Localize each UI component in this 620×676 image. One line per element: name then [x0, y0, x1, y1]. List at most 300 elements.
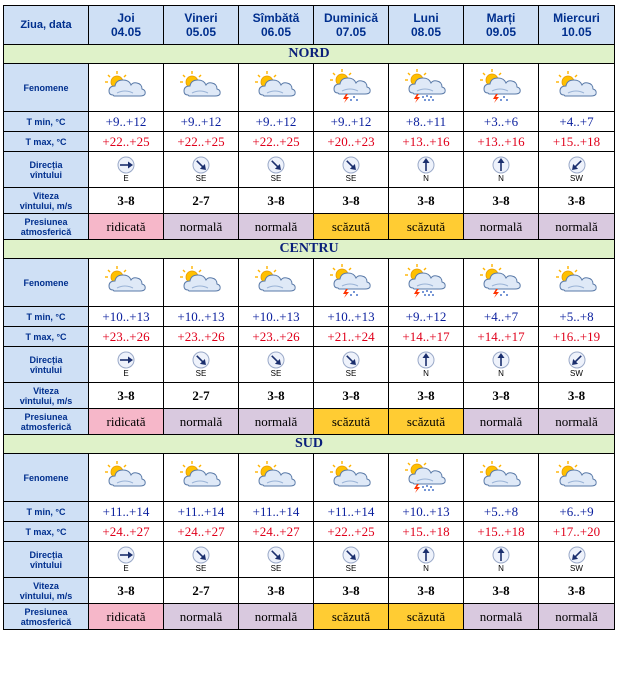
pressure-value: normală	[539, 409, 615, 435]
tmin-row	[4, 307, 615, 327]
tmax-value: +20..+23	[314, 132, 389, 152]
thunderstorm-icon	[328, 67, 374, 103]
day-date: 04.05	[110, 25, 142, 39]
tmax-value: +23..+26	[164, 327, 239, 347]
wind-direction-code: N	[423, 564, 429, 573]
phenomena-cell	[539, 454, 615, 502]
tmin-value: +3..+6	[464, 112, 539, 132]
wind-speed-label-text: Viteza	[33, 580, 59, 591]
partly-cloudy-icon	[253, 459, 299, 491]
day-name: Miercuri	[553, 11, 600, 25]
pressure-value: ridicată	[89, 214, 164, 240]
wind-arrow-icon	[117, 546, 135, 564]
tmin-value: +11..+14	[164, 502, 239, 522]
wind-speed-value: 3-8	[314, 383, 389, 409]
tmin-value: +9..+12	[314, 112, 389, 132]
partly-cloudy-icon	[103, 69, 149, 101]
wind-direction-code: SW	[570, 564, 583, 573]
region-row-sud	[4, 435, 615, 454]
wind-arrow-icon	[267, 546, 285, 564]
tmax-label-text: T max, °C	[25, 331, 67, 342]
pressure-value: normală	[539, 214, 615, 240]
wind-direction-wrap	[389, 351, 463, 378]
wind-direction-cell	[389, 152, 464, 188]
forecast-table-container	[3, 5, 615, 630]
pressure-row	[4, 214, 615, 240]
tmin-value: +11..+14	[239, 502, 314, 522]
partly-cloudy-icon	[178, 69, 224, 101]
day-name: Marți	[486, 11, 516, 25]
wind-speed-value: 3-8	[239, 188, 314, 214]
wind-direction-label	[4, 152, 89, 188]
tmin-label-text: T min, °C	[26, 116, 66, 127]
partly-cloudy-icon	[478, 459, 524, 491]
wind-direction-wrap	[539, 156, 614, 183]
wind-arrow-icon	[492, 351, 510, 369]
pressure-value: normală	[164, 604, 239, 630]
wind-speed-value: 3-8	[239, 383, 314, 409]
wind-speed-value: 3-8	[539, 383, 615, 409]
day-name: Vineri	[184, 11, 218, 25]
day-date: 06.05	[260, 25, 292, 39]
tmax-value: +17..+20	[539, 522, 615, 542]
wind-direction-cell	[389, 542, 464, 578]
wind-speed-value: 3-8	[389, 188, 464, 214]
wind-direction-cell	[239, 152, 314, 188]
day-date: 05.05	[185, 25, 217, 39]
tmax-value: +24..+27	[89, 522, 164, 542]
tmin-row	[4, 112, 615, 132]
phenomena-cell	[239, 64, 314, 112]
corner-label: Ziua, data	[4, 6, 89, 45]
wind-arrow-icon	[117, 351, 135, 369]
phenomena-row	[4, 64, 615, 112]
day-header-2	[239, 6, 314, 45]
wind-direction-cell	[164, 152, 239, 188]
phenomena-cell	[89, 454, 164, 502]
day-date: 10.05	[561, 25, 592, 39]
tmin-value: +9..+12	[89, 112, 164, 132]
pressure-label-text: atmosferică	[20, 616, 72, 627]
tmin-value: +11..+14	[314, 502, 389, 522]
wind-speed-value: 3-8	[389, 383, 464, 409]
tmin-label-text: T min, °C	[26, 311, 66, 322]
pressure-value: normală	[239, 409, 314, 435]
pressure-value: scăzută	[389, 214, 464, 240]
thunderstorm-icon	[328, 262, 374, 298]
phenomena-label	[4, 259, 89, 307]
wind-speed-label-text: vîntului, m/s	[19, 395, 73, 406]
wind-speed-value: 2-7	[164, 188, 239, 214]
wind-direction-wrap	[314, 351, 388, 378]
forecast-table	[3, 5, 615, 630]
wind-arrow-icon	[117, 156, 135, 174]
wind-arrow-icon	[342, 156, 360, 174]
partly-cloudy-icon	[103, 459, 149, 491]
wind-direction-code: SE	[270, 564, 282, 573]
wind-direction-wrap	[389, 546, 463, 573]
phenomena-cell	[314, 454, 389, 502]
wind-arrow-icon	[192, 351, 210, 369]
wind-direction-wrap	[539, 351, 614, 378]
wind-speed-row	[4, 188, 615, 214]
pressure-value: normală	[464, 409, 539, 435]
tmax-label-text: T max, °C	[25, 136, 67, 147]
phenomena-cell	[89, 64, 164, 112]
partly-cloudy-icon	[554, 69, 600, 101]
wind-direction-label-text: Direcția	[29, 159, 63, 170]
tmax-row	[4, 522, 615, 542]
pressure-label-text: Presiunea	[24, 411, 68, 422]
wind-speed-row	[4, 383, 615, 409]
tmax-value: +15..+18	[539, 132, 615, 152]
wind-arrow-icon	[568, 156, 586, 174]
wind-direction-wrap	[539, 546, 614, 573]
tmin-label-text: T min, °C	[26, 506, 66, 517]
phenomena-label-text: Fenomene	[23, 82, 69, 93]
tmax-value: +22..+25	[239, 132, 314, 152]
wind-direction-label-text: vîntului	[30, 559, 62, 570]
wind-direction-code: N	[498, 174, 504, 183]
tmax-value: +13..+16	[389, 132, 464, 152]
phenomena-cell	[539, 259, 615, 307]
wind-direction-wrap	[314, 546, 388, 573]
tmin-value: +9..+12	[164, 112, 239, 132]
rain-icon	[403, 457, 449, 493]
wind-arrow-icon	[342, 546, 360, 564]
tmax-value: +22..+25	[89, 132, 164, 152]
wind-arrow-icon	[192, 546, 210, 564]
pressure-value: scăzută	[314, 604, 389, 630]
phenomena-cell	[239, 454, 314, 502]
tmin-value: +10..+13	[389, 502, 464, 522]
tmin-row	[4, 502, 615, 522]
wind-direction-cell	[539, 152, 615, 188]
pressure-row	[4, 604, 615, 630]
wind-arrow-icon	[192, 156, 210, 174]
wind-direction-wrap	[389, 156, 463, 183]
wind-direction-code: SE	[345, 174, 357, 183]
wind-speed-label	[4, 188, 89, 214]
wind-direction-wrap	[164, 351, 238, 378]
tmin-value: +10..+13	[164, 307, 239, 327]
thunderstorm-icon	[478, 262, 524, 298]
day-name: Luni	[413, 11, 439, 25]
wind-arrow-icon	[417, 156, 435, 174]
wind-direction-code: SE	[345, 369, 357, 378]
phenomena-label-text: Fenomene	[23, 277, 69, 288]
pressure-label-text: atmosferică	[20, 226, 72, 237]
wind-direction-wrap	[89, 546, 163, 573]
wind-speed-value: 3-8	[464, 383, 539, 409]
tmax-value: +13..+16	[464, 132, 539, 152]
tmin-value: +6..+9	[539, 502, 615, 522]
wind-direction-cell	[464, 152, 539, 188]
pressure-value: normală	[239, 214, 314, 240]
pressure-value: scăzută	[389, 409, 464, 435]
tmin-value: +10..+13	[239, 307, 314, 327]
tmax-value: +22..+25	[314, 522, 389, 542]
wind-speed-value: 3-8	[314, 188, 389, 214]
tmax-label-text: T max, °C	[25, 526, 67, 537]
wind-direction-code: SE	[270, 174, 282, 183]
tmin-value: +10..+13	[89, 307, 164, 327]
tmin-value: +5..+8	[539, 307, 615, 327]
wind-speed-label-text: vîntului, m/s	[19, 590, 73, 601]
wind-arrow-icon	[492, 156, 510, 174]
wind-arrow-icon	[342, 351, 360, 369]
wind-direction-cell	[89, 347, 164, 383]
wind-direction-cell	[239, 542, 314, 578]
tmax-label	[4, 327, 89, 347]
wind-direction-cell	[539, 542, 615, 578]
phenomena-cell	[464, 259, 539, 307]
wind-direction-code: N	[498, 369, 504, 378]
day-name: Sîmbătă	[252, 11, 300, 25]
wind-direction-code: SE	[195, 564, 207, 573]
wind-direction-code: SE	[195, 369, 207, 378]
tmax-value: +24..+27	[239, 522, 314, 542]
phenomena-label	[4, 454, 89, 502]
wind-direction-code: SE	[195, 174, 207, 183]
wind-speed-value: 3-8	[89, 188, 164, 214]
wind-direction-cell	[314, 152, 389, 188]
wind-speed-value: 3-8	[464, 188, 539, 214]
wind-direction-wrap	[239, 351, 313, 378]
wind-direction-code: N	[498, 564, 504, 573]
tmin-value: +11..+14	[89, 502, 164, 522]
wind-direction-wrap	[314, 156, 388, 183]
pressure-value: ridicată	[89, 409, 164, 435]
day-header-6	[539, 6, 615, 45]
wind-speed-label-text: Viteza	[33, 385, 59, 396]
phenomena-cell	[164, 454, 239, 502]
wind-direction-row	[4, 542, 615, 578]
tmax-value: +23..+26	[239, 327, 314, 347]
wind-direction-code: E	[123, 174, 129, 183]
wind-direction-label	[4, 542, 89, 578]
wind-arrow-icon	[267, 351, 285, 369]
tmin-label	[4, 502, 89, 522]
tmin-label	[4, 112, 89, 132]
wind-direction-code: E	[123, 564, 129, 573]
phenomena-row	[4, 454, 615, 502]
wind-arrow-icon	[267, 156, 285, 174]
wind-direction-code: SW	[570, 369, 583, 378]
partly-cloudy-icon	[554, 264, 600, 296]
wind-direction-label	[4, 347, 89, 383]
wind-speed-value: 3-8	[89, 383, 164, 409]
tmax-value: +15..+18	[389, 522, 464, 542]
wind-direction-label-text: vîntului	[30, 364, 62, 375]
wind-direction-cell	[389, 347, 464, 383]
pressure-value: scăzută	[314, 214, 389, 240]
region-title: SUD	[4, 435, 615, 454]
tmin-value: +5..+8	[464, 502, 539, 522]
partly-cloudy-icon	[178, 264, 224, 296]
wind-direction-cell	[464, 347, 539, 383]
pressure-value: normală	[464, 604, 539, 630]
wind-speed-label-text: Viteza	[33, 190, 59, 201]
wind-direction-code: N	[423, 369, 429, 378]
pressure-label	[4, 214, 89, 240]
partly-cloudy-icon	[328, 459, 374, 491]
wind-direction-cell	[539, 347, 615, 383]
wind-direction-wrap	[89, 351, 163, 378]
region-row-nord	[4, 45, 615, 64]
day-header-1	[164, 6, 239, 45]
tmax-value: +21..+24	[314, 327, 389, 347]
tmin-value: +8..+11	[389, 112, 464, 132]
thunderstorm-icon	[478, 67, 524, 103]
wind-direction-wrap	[239, 546, 313, 573]
phenomena-cell	[164, 259, 239, 307]
wind-arrow-icon	[568, 546, 586, 564]
pressure-label-text: Presiunea	[24, 606, 68, 617]
wind-arrow-icon	[568, 351, 586, 369]
tmax-row	[4, 132, 615, 152]
wind-direction-wrap	[464, 351, 538, 378]
partly-cloudy-icon	[253, 264, 299, 296]
phenomena-cell	[164, 64, 239, 112]
wind-arrow-icon	[417, 351, 435, 369]
wind-speed-value: 3-8	[389, 578, 464, 604]
day-header-4	[389, 6, 464, 45]
tmax-value: +16..+19	[539, 327, 615, 347]
pressure-value: normală	[464, 214, 539, 240]
day-name: Duminică	[323, 11, 378, 25]
region-title: NORD	[4, 45, 615, 64]
wind-direction-wrap	[164, 156, 238, 183]
partly-cloudy-icon	[103, 264, 149, 296]
phenomena-label	[4, 64, 89, 112]
wind-speed-value: 3-8	[89, 578, 164, 604]
wind-direction-cell	[164, 347, 239, 383]
tmin-value: +10..+13	[314, 307, 389, 327]
wind-direction-code: E	[123, 369, 129, 378]
wind-speed-label	[4, 578, 89, 604]
phenomena-cell	[389, 64, 464, 112]
tmax-value: +24..+27	[164, 522, 239, 542]
tmin-value: +9..+12	[239, 112, 314, 132]
phenomena-cell	[239, 259, 314, 307]
wind-speed-value: 2-7	[164, 383, 239, 409]
wind-direction-cell	[89, 152, 164, 188]
tmin-value: +4..+7	[539, 112, 615, 132]
tmax-label	[4, 522, 89, 542]
phenomena-label-text: Fenomene	[23, 472, 69, 483]
wind-speed-label-text: vîntului, m/s	[19, 200, 73, 211]
tmin-label	[4, 307, 89, 327]
partly-cloudy-icon	[253, 69, 299, 101]
wind-direction-code: N	[423, 174, 429, 183]
header-row	[4, 6, 615, 45]
wind-direction-label-text: Direcția	[29, 354, 63, 365]
pressure-label-text: atmosferică	[20, 421, 72, 432]
phenomena-cell	[539, 64, 615, 112]
day-date: 07.05	[335, 25, 367, 39]
tmax-value: +14..+17	[389, 327, 464, 347]
wind-speed-label	[4, 383, 89, 409]
partly-cloudy-icon	[554, 459, 600, 491]
rain-icon	[403, 262, 449, 298]
day-header-0	[89, 6, 164, 45]
tmax-value: +22..+25	[164, 132, 239, 152]
phenomena-cell	[314, 64, 389, 112]
wind-direction-cell	[89, 542, 164, 578]
wind-direction-code: SW	[570, 174, 583, 183]
tmax-value: +23..+26	[89, 327, 164, 347]
day-date: 09.05	[485, 25, 517, 39]
wind-speed-value: 3-8	[464, 578, 539, 604]
wind-arrow-icon	[417, 546, 435, 564]
wind-direction-row	[4, 347, 615, 383]
wind-direction-wrap	[89, 156, 163, 183]
wind-direction-wrap	[464, 156, 538, 183]
pressure-label	[4, 604, 89, 630]
wind-arrow-icon	[492, 546, 510, 564]
wind-speed-value: 3-8	[539, 578, 615, 604]
phenomena-cell	[389, 259, 464, 307]
wind-direction-cell	[314, 347, 389, 383]
partly-cloudy-icon	[178, 459, 224, 491]
wind-direction-label-text: Direcția	[29, 549, 63, 560]
region-row-centru	[4, 240, 615, 259]
phenomena-cell	[464, 454, 539, 502]
phenomena-cell	[314, 259, 389, 307]
wind-direction-label-text: vîntului	[30, 169, 62, 180]
pressure-value: normală	[164, 409, 239, 435]
tmin-value: +9..+12	[389, 307, 464, 327]
wind-direction-wrap	[164, 546, 238, 573]
tmax-value: +14..+17	[464, 327, 539, 347]
rain-icon	[403, 67, 449, 103]
day-header-3	[314, 6, 389, 45]
region-title: CENTRU	[4, 240, 615, 259]
wind-direction-cell	[239, 347, 314, 383]
day-header-5	[464, 6, 539, 45]
wind-direction-cell	[314, 542, 389, 578]
day-name: Joi	[117, 11, 135, 25]
phenomena-cell	[464, 64, 539, 112]
phenomena-row	[4, 259, 615, 307]
pressure-row	[4, 409, 615, 435]
wind-direction-cell	[164, 542, 239, 578]
wind-direction-row	[4, 152, 615, 188]
phenomena-cell	[389, 454, 464, 502]
wind-speed-value: 2-7	[164, 578, 239, 604]
pressure-label	[4, 409, 89, 435]
wind-speed-row	[4, 578, 615, 604]
wind-direction-wrap	[464, 546, 538, 573]
tmin-value: +4..+7	[464, 307, 539, 327]
day-date: 08.05	[410, 25, 442, 39]
pressure-value: normală	[164, 214, 239, 240]
pressure-value: scăzută	[314, 409, 389, 435]
tmax-label	[4, 132, 89, 152]
pressure-value: normală	[239, 604, 314, 630]
wind-speed-value: 3-8	[239, 578, 314, 604]
wind-direction-code: SE	[345, 564, 357, 573]
pressure-label-text: Presiunea	[24, 216, 68, 227]
wind-direction-wrap	[239, 156, 313, 183]
wind-speed-value: 3-8	[539, 188, 615, 214]
wind-direction-code: SE	[270, 369, 282, 378]
wind-speed-value: 3-8	[314, 578, 389, 604]
pressure-value: normală	[539, 604, 615, 630]
pressure-value: ridicată	[89, 604, 164, 630]
tmax-value: +15..+18	[464, 522, 539, 542]
